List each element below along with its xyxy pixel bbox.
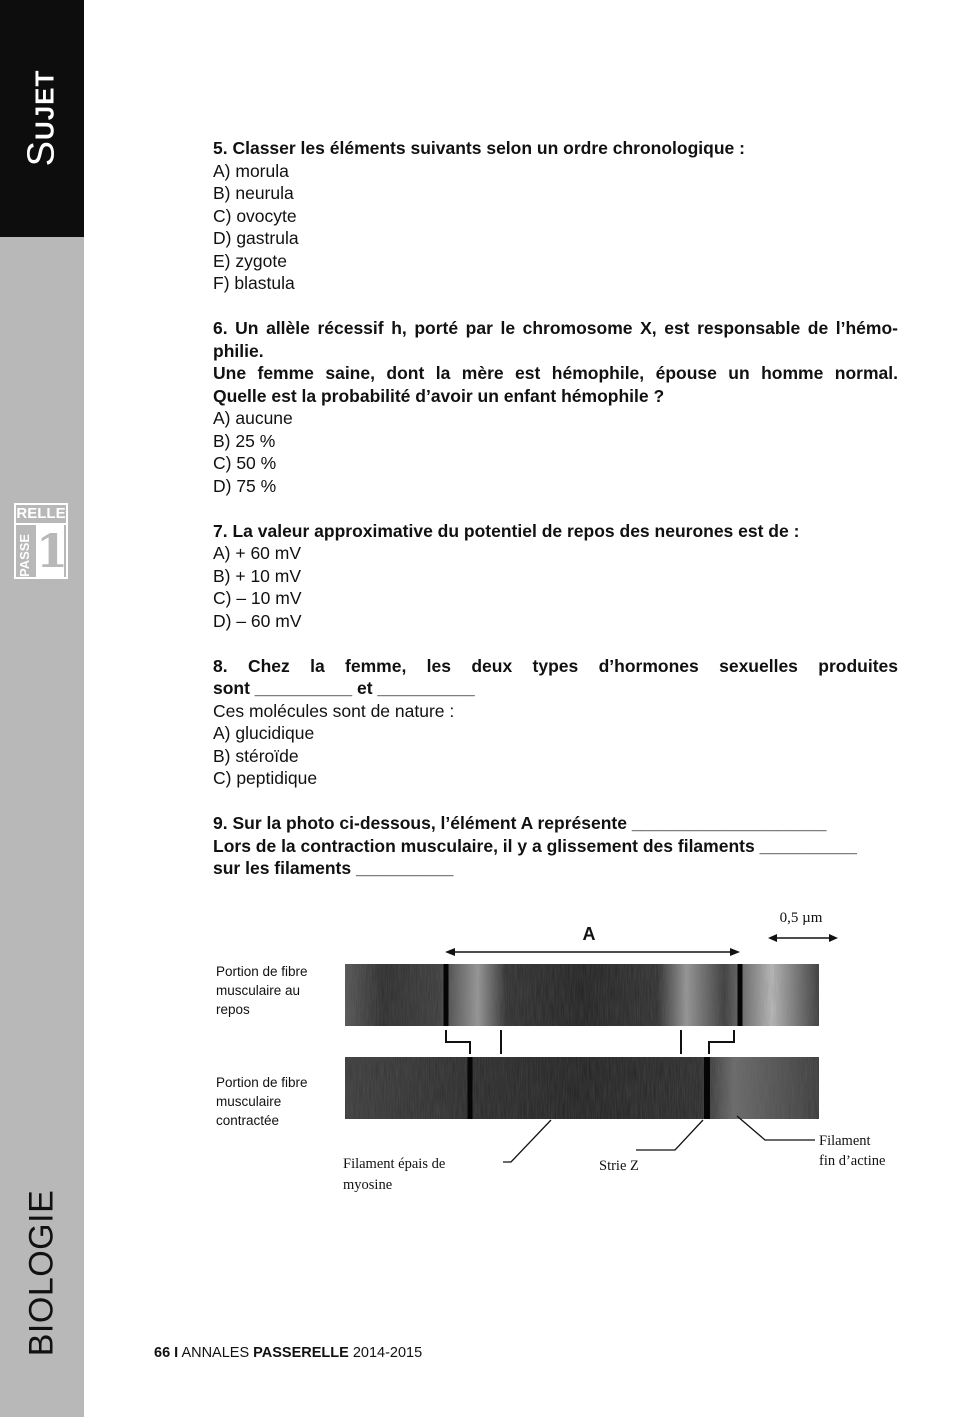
question-8 [213, 655, 898, 790]
strie-z-label: Strie Z [599, 1158, 639, 1174]
actine-label-1: Filament [819, 1133, 871, 1149]
option: D) gastrula [213, 228, 299, 248]
questions [213, 137, 898, 880]
footer-year: 2014-2015 [352, 1345, 423, 1361]
question-title: 9. Sur la photo ci-dessous, l’élément A représente ____________________ [213, 813, 827, 833]
option: D) 75 % [213, 475, 277, 496]
question-title: sont __________ et __________ [213, 678, 475, 698]
myosine-label-2: myosine [343, 1177, 393, 1193]
option: D) – 60 mV [213, 610, 302, 631]
section-label-rest: UJET [29, 69, 60, 141]
option: C) – 10 mV [213, 588, 302, 608]
option: C) ovocyte [213, 205, 297, 226]
muscle-fiber-figure [213, 902, 898, 1202]
logo-side-text: PASSE [17, 533, 32, 577]
contracted-label-2: musculaire [216, 1094, 282, 1109]
question-subtitle: Ces molécules sont de nature : [213, 700, 455, 721]
option: C) 50 % [213, 453, 277, 473]
option: A) morula [213, 160, 289, 181]
question-title: 7. La valeur approximative du potentiel de repos des neurones est de : [213, 520, 800, 541]
contracted-label-1: Portion de fibre [216, 1075, 308, 1090]
logo-number: 1 [36, 524, 69, 578]
question-title: sur les filaments __________ [213, 858, 454, 878]
subject-label: BIOLOGIE [22, 1189, 61, 1357]
actine-label-2: fin d’actine [819, 1153, 886, 1169]
question-title: 5. Classer les éléments suivants selon un ordre chronologique : [213, 138, 745, 158]
option: A) + 60 mV [213, 543, 302, 563]
rest-label-1: Portion de fibre [216, 964, 308, 979]
option: C) peptidique [213, 768, 318, 788]
page-number: 66 [154, 1345, 171, 1361]
footer-separator: I [174, 1345, 179, 1361]
section-label-cap: S [20, 140, 63, 167]
footer-passerelle: PASSERELLE [253, 1345, 349, 1361]
question-9 [213, 812, 898, 880]
option: B) stéroïde [213, 745, 299, 766]
question-title: 6. Un allèle récessif h, porté par le chromosome X, est responsable de l’hémo- [213, 318, 898, 338]
sidebar [0, 0, 84, 1417]
myosine-label-1: Filament épais de [343, 1156, 446, 1172]
question-title: Quelle est la probabilité d’avoir un enfant hémophile ? [213, 385, 665, 406]
rest-label-2: musculaire au [216, 983, 301, 998]
question-title: Lors de la contraction musculaire, il y a glissement des filaments __________ [213, 835, 857, 856]
question-6 [213, 317, 898, 497]
section-label [21, 70, 64, 167]
option: B) neurula [213, 183, 294, 203]
question-7 [213, 520, 898, 633]
logo-top-text: RELLE [16, 505, 66, 525]
option: B) + 10 mV [213, 565, 302, 586]
question-5 [213, 137, 898, 295]
contracted-label-3: contractée [216, 1113, 280, 1128]
option: A) glucidique [213, 723, 315, 743]
option: A) aucune [213, 408, 293, 428]
option: E) zygote [213, 250, 287, 271]
rest-label-3: repos [216, 1002, 250, 1017]
passerelle-logo [14, 503, 68, 579]
question-title: Une femme saine, dont la mère est hémophile, épouse un homme normal. [213, 363, 898, 383]
scale-label: 0,5 µm [779, 910, 823, 926]
label-a: A [582, 924, 596, 944]
page-footer [154, 1345, 422, 1361]
option: B) 25 % [213, 430, 276, 451]
option: F) blastula [213, 273, 295, 293]
sidebar-section-block [0, 0, 84, 237]
footer-annales: ANNALES [181, 1345, 250, 1361]
question-title: 8. Chez la femme, les deux types d’hormones sexuelles produites [213, 655, 898, 676]
muscle-fiber-diagram [213, 902, 898, 1202]
question-title: philie. [213, 340, 264, 361]
